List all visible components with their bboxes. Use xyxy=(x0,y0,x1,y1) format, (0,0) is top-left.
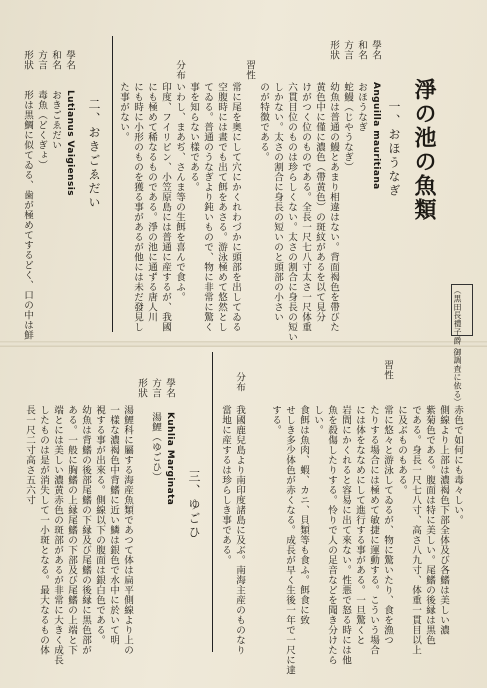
s3-keijo-line: 一樣な濃褐色中背鰭に近い鱗は銀色で水中に於いて明 xyxy=(108,405,119,645)
section3-heading: 三、ゆごひ xyxy=(187,470,201,540)
s1-wamei-label: 和名 xyxy=(356,40,367,60)
s3-keijo-line: したものは是が消失して一小斑となる。最大なるもの体 xyxy=(38,405,49,655)
s2-keijo-cont-line: である。身長一尺七八寸、高さ八九寸、体重一貫目以上 xyxy=(410,405,421,655)
s2-shusei-line: には体をななめにして進行する事がある。一旦驚くと xyxy=(354,405,365,645)
s1-gakumei: Anguilla mauritiana xyxy=(371,82,381,190)
column-divider xyxy=(112,36,113,332)
s3-keijo-line: 長一尺二寸高さ五六寸 xyxy=(24,405,35,505)
s3-gakumei: Kuhlia Marginata xyxy=(165,412,175,506)
s3-keijo-label: 形狀 xyxy=(136,378,147,398)
s2-keijo-label: 形狀 xyxy=(22,50,33,70)
s3-keijo-line: 視する事が出來る。側線以下の腹面は銀白色である。 xyxy=(94,405,105,645)
s2-shusei-line: たりする場合には極めて敏捷に運動する。こういう場合 xyxy=(368,405,379,655)
s2-keijo-line: 形は黒鯛に似てゐる、歯が極めてするどく、口の中は鮮 xyxy=(22,90,33,340)
s2-keijo-cont-line: 側線より上部は濃褐色下部全体及び各鰭は美しい濃 xyxy=(438,405,449,635)
page-title: 淨の池の魚類 xyxy=(411,78,437,222)
s1-bunpu-label: 分布 xyxy=(174,60,185,80)
s2-keijo-cont-line: 赤色で如何にも毒々しい。 xyxy=(452,405,463,525)
s2-food-line: せしき多少体色が赤くなる。成長が早く生後一年で一尺に達 xyxy=(284,405,295,675)
s1-keijo-line: しかない。太さの割合に身長の短いのと頭部の小さい xyxy=(272,82,283,322)
s1-keijo-line: 幼魚は普通の鰻とあまり相違はない。背面褐色を帶びた xyxy=(328,82,339,332)
s2-wamei-label: 和名 xyxy=(50,50,61,70)
s3-hogen: 湯鯉（ゆごひ） xyxy=(150,412,161,482)
s2-bunpu-line: 我國鹿兒島より南印度諸島に及ぶ。南海主産のものなり xyxy=(234,405,245,655)
s1-bunpu-line: いわし、まあぢ、さんま等の生餌を喜んで食ふ。 xyxy=(174,82,185,302)
s1-shusei-line: 空腹時には晝でも出て餌をあさる。游泳極めて悠然とし xyxy=(216,82,227,332)
s2-shusei-line: 岩間にかくれると容易に出て來ない。性悪で怒る時には他 xyxy=(340,405,351,665)
s2-gakumei-label: 學名 xyxy=(64,50,75,70)
s3-keijo-line: ある。一般に胸鰭の上縁尾鰭の下部及び尾鰭の上端と下 xyxy=(66,405,77,655)
s2-bunpu-label: 分布 xyxy=(234,372,245,392)
s1-keijo-line: のが特徴である。 xyxy=(258,82,269,162)
s2-wamei: おきごゑだい xyxy=(50,90,61,150)
s2-bunpu-line: 當地に産するは珍らしき事である。 xyxy=(220,405,231,565)
s3-gakumei-label: 學名 xyxy=(164,378,175,398)
s2-hogen-label: 方言 xyxy=(36,50,47,70)
s3-keijo-line: 端とには美しい濃黄赤色の斑部があるが非常に大きく成長 xyxy=(52,405,63,665)
column-divider xyxy=(212,352,213,652)
s2-shusei-label: 習性 xyxy=(382,360,393,380)
s2-shusei-line: 魚を殺傷したりする。怜りで人の足音などを聞き分けたら xyxy=(326,405,337,665)
fold-crease xyxy=(0,341,487,347)
author-bracket xyxy=(451,284,473,336)
s1-bunpu-line: た事がない。 xyxy=(118,82,129,142)
s2-food-line: する。 xyxy=(270,405,281,435)
s1-gakumei-label: 學名 xyxy=(370,40,381,60)
s2-food-line: 食餌は魚肉、蝦、カニ、貝類等も食ふ。餌食に致 xyxy=(298,405,309,625)
s1-keijo-line: 六貫目位のものは珍らしくない。太さの割合に身長の短い xyxy=(286,82,297,342)
s1-hogen: 蛇鰻（じやうなぎ） xyxy=(342,82,353,172)
s2-keijo-cont-line: 紫菊色である。腹面は特に美しい。尾鰭の後縁は黒色 xyxy=(424,405,435,645)
s1-shusei-line: てゐる。普通のうなぎより鈍いもので、物に非常に驚く xyxy=(202,82,213,332)
s3-hogen-label: 方言 xyxy=(150,378,161,398)
s2-gakumei: Lutianus Vaigiensis xyxy=(65,90,75,196)
s3-keijo-line: 湯鯉科に屬する海産魚類であつて体は扁平側線より上の xyxy=(122,405,133,655)
s1-shusei-label: 習性 xyxy=(244,60,255,80)
s1-bunpu-line: にも時に小形のものを獲る事があるが他には未だ發見し xyxy=(132,82,143,332)
s1-shusei-line: 事を知らない樣である。 xyxy=(188,82,199,192)
s2-keijo-cont-line: に及ぶものもある。 xyxy=(396,405,407,495)
s1-shusei-line: 常に尾を奥にして穴にかくれわづかに頭部を出してゐる xyxy=(230,82,241,332)
section1-heading: 一、おほうなぎ xyxy=(387,100,401,198)
s2-shusei-line: しい。 xyxy=(312,405,323,435)
s2-shusei-line: 常に悠々と游泳してゐるが、物に驚いたり、食を漁つ xyxy=(382,405,393,645)
s1-hogen-label: 方言 xyxy=(342,40,353,60)
s1-bunpu-line: にも極めて稀なるものである。淨の池に通ずる唐人川 xyxy=(146,82,157,322)
s1-wamei: おほうなぎ xyxy=(356,82,367,132)
author-note: （黒田長禮子爵 御調査に依る） xyxy=(453,286,462,407)
section2-heading: 二、おきごゑだい xyxy=(87,98,101,210)
s3-keijo-line: 幼魚は背鰭の後部尾鰭の下縁及び尾鰭の後縁に黒色部が xyxy=(80,405,91,655)
s2-hogen: 毒魚（どくぎょ） xyxy=(36,90,47,170)
s1-keijo-label: 形狀 xyxy=(328,40,339,60)
s1-keijo-line: けがつく位のものである。全長一尺七八寸太さ一尺体重 xyxy=(300,82,311,332)
s1-keijo-line: 黄色中に僅に濃色（帶黄色）の斑紋があるを以て見分 xyxy=(314,82,325,322)
s1-bunpu-line: 印度、フイリピン、小笠原島には普通に産するが、我國 xyxy=(160,82,171,332)
